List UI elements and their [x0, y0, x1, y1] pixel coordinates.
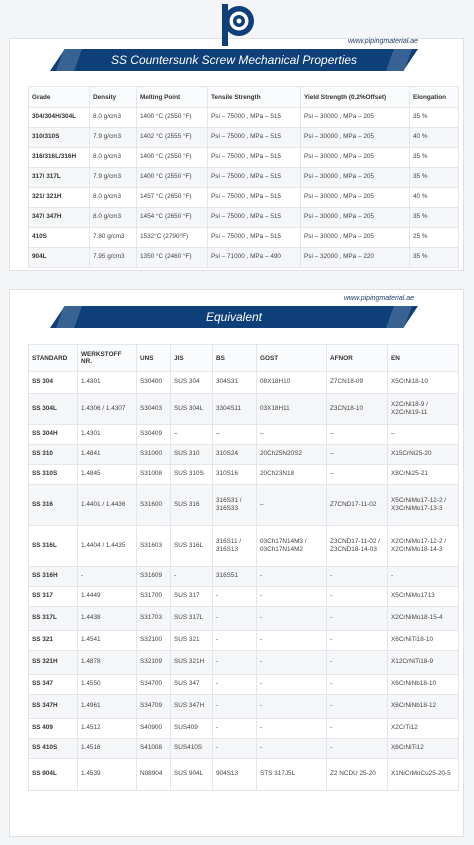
table-cell: SUS 347H [171, 695, 213, 719]
table-cell: - [327, 695, 388, 719]
mechanical-properties-table [28, 86, 459, 268]
table-cell: S31700 [137, 587, 171, 607]
table-cell: N08904 [137, 759, 171, 791]
table-cell: – [327, 425, 388, 445]
table-cell: 1457 °C (2650 °F) [137, 188, 208, 208]
table-cell: X15CrNi25-20 [388, 445, 459, 465]
table-cell: 1.4961 [78, 695, 137, 719]
table-cell: – [171, 425, 213, 445]
column-header: GOST [257, 345, 327, 372]
table-cell: 03Х18Н11 [257, 394, 327, 425]
table-row [29, 465, 459, 485]
table-cell: - [257, 631, 327, 651]
table-row [29, 675, 459, 695]
column-header: Grade [29, 87, 90, 108]
table-cell: S31703 [137, 607, 171, 631]
table-cell: - [213, 587, 257, 607]
table-row [29, 108, 459, 128]
table-row [29, 719, 459, 739]
table-cell: SUS410S [171, 739, 213, 759]
table-cell: 310S16 [213, 465, 257, 485]
table-cell: - [257, 607, 327, 631]
table-row [29, 445, 459, 465]
section1-title: SS Countersunk Screw Mechanical Properties [110, 53, 358, 67]
table-cell: SUS 904L [171, 759, 213, 791]
table-cell: X6CrNiNb18-12 [388, 695, 459, 719]
row-label-cell: 410S [29, 228, 90, 248]
table-cell: – [257, 485, 327, 526]
row-label-cell: 316/316L/316H [29, 148, 90, 168]
pm-logo-icon [219, 4, 255, 46]
table-cell: Psi – 75000 , MPa – 515 [208, 108, 301, 128]
site-url-top[interactable]: www.pipingmaterial.ae [348, 38, 419, 45]
table-cell: S40900 [137, 719, 171, 739]
table-cell: SUS409 [171, 719, 213, 739]
table-cell: 7.80 g/cm3 [90, 228, 137, 248]
table-cell: S30400 [137, 372, 171, 394]
table-cell: 1400 °C (2550 °F) [137, 108, 208, 128]
table-row [29, 526, 459, 567]
table-cell: - [213, 607, 257, 631]
column-header: AFNOR [327, 345, 388, 372]
table-cell: - [213, 739, 257, 759]
table-cell: 1.4841 [78, 445, 137, 465]
table-cell: 40 % [410, 128, 459, 148]
equivalent-table [28, 344, 459, 791]
table-cell: 1.4539 [78, 759, 137, 791]
table-row [29, 188, 459, 208]
table-cell: S32109 [137, 651, 171, 675]
table-cell: 25 % [410, 228, 459, 248]
column-header: EN [388, 345, 459, 372]
row-label-cell: 304/304H/304L [29, 108, 90, 128]
table-cell: 35 % [410, 248, 459, 268]
table-cell: 1.4512 [78, 719, 137, 739]
table-cell: S31008 [137, 465, 171, 485]
table-cell: 1.4845 [78, 465, 137, 485]
table-cell: - [78, 567, 137, 587]
row-label-cell: SS 304L [29, 394, 78, 425]
section2-title: Equivalent [205, 310, 263, 324]
table-cell: Psi – 75000 , MPa – 515 [208, 188, 301, 208]
table-cell: 1.4516 [78, 739, 137, 759]
table-cell: Z7CN18‐09 [327, 372, 388, 394]
table-cell: X6CrNiTi12 [388, 739, 459, 759]
table-cell: 35 % [410, 148, 459, 168]
column-header: STANDARD [29, 345, 78, 372]
table-cell: 316S11 / 316S13 [213, 526, 257, 567]
table-cell: - [257, 719, 327, 739]
table-cell: 03Ch17N14M3 / 03Ch17N14M2 [257, 526, 327, 567]
table-cell: SUS 316L [171, 526, 213, 567]
table-cell: 7.95 g/cm3 [90, 248, 137, 268]
row-label-cell: SS 310S [29, 465, 78, 485]
table-cell: Psi – 30000 , MPa – 205 [301, 228, 410, 248]
table-cell: 1400 °C (2550 °F) [137, 168, 208, 188]
table-cell: 904S13 [213, 759, 257, 791]
table-cell: - [257, 587, 327, 607]
table-cell: S30403 [137, 394, 171, 425]
table-cell: X2CrTi12 [388, 719, 459, 739]
table-cell: Psi – 32000 , MPa – 220 [301, 248, 410, 268]
table-cell: - [171, 567, 213, 587]
table-cell: 1.4301 [78, 372, 137, 394]
table-cell: X2CrNiMo18-15-4 [388, 607, 459, 631]
table-cell: X6CrNiTi18-10 [388, 631, 459, 651]
table-cell: 20Ch23N18 [257, 465, 327, 485]
table-cell: 40 % [410, 188, 459, 208]
table-cell: 304S31 [213, 372, 257, 394]
row-label-cell: SS 304H [29, 425, 78, 445]
table-cell: - [257, 675, 327, 695]
table-cell: - [388, 567, 459, 587]
table-row [29, 228, 459, 248]
table-cell: SUS 304 [171, 372, 213, 394]
table-row [29, 631, 459, 651]
row-label-cell: 347/ 347H [29, 208, 90, 228]
table-cell: Psi – 71000 , MPa – 490 [208, 248, 301, 268]
column-header: Melting Point [137, 87, 208, 108]
table-cell: X1NiCrMoCu25-20-5 [388, 759, 459, 791]
table-cell: - [213, 631, 257, 651]
table-cell: 8.0 g/cm3 [90, 188, 137, 208]
table-cell: Psi – 75000 , MPa – 515 [208, 148, 301, 168]
table-cell: - [327, 607, 388, 631]
table-cell: STS 317J5L [257, 759, 327, 791]
table-cell: 1.4404 / 1.4435 [78, 526, 137, 567]
row-label-cell: 317/ 317L [29, 168, 90, 188]
table-cell: X2CrNiMo17-12-2 / X2CrNiMo18-14-3 [388, 526, 459, 567]
table-cell: - [327, 719, 388, 739]
row-label-cell: SS 316 [29, 485, 78, 526]
table-cell: 20Ch25N20S2 [257, 445, 327, 465]
row-label-cell: SS 409 [29, 719, 78, 739]
row-label-cell: SS 410S [29, 739, 78, 759]
table-cell: 1350 °C (2460 °F) [137, 248, 208, 268]
section2-title-banner [50, 306, 418, 328]
row-label-cell: SS 347 [29, 675, 78, 695]
table-cell: - [327, 739, 388, 759]
table-cell: X5CrNiMo1713 [388, 587, 459, 607]
row-label-cell: SS 310 [29, 445, 78, 465]
table-cell: Psi – 75000 , MPa – 515 [208, 168, 301, 188]
row-label-cell: SS 321 [29, 631, 78, 651]
table-cell: – [327, 465, 388, 485]
table-row [29, 587, 459, 607]
table-cell: S34700 [137, 675, 171, 695]
table-cell: 310S24 [213, 445, 257, 465]
table-row [29, 695, 459, 719]
column-header: UNS [137, 345, 171, 372]
table-row [29, 567, 459, 587]
table-cell: SUS 317L [171, 607, 213, 631]
table-row [29, 759, 459, 791]
table-cell: Psi – 75000 , MPa – 515 [208, 208, 301, 228]
table-cell: - [213, 695, 257, 719]
table-cell: 1402 °C (2555 °F) [137, 128, 208, 148]
table-cell: Psi – 30000 , MPa – 205 [301, 148, 410, 168]
table-cell: 1532°C (2790°F) [137, 228, 208, 248]
table-cell: Z3CND17‐11‐02 / Z3CND18‐14‐03 [327, 526, 388, 567]
table-cell: - [257, 739, 327, 759]
section1-title-banner [50, 49, 418, 71]
table-cell: - [257, 651, 327, 675]
table-cell: - [257, 695, 327, 719]
table-row [29, 128, 459, 148]
table-header-row [29, 87, 459, 108]
row-label-cell: SS 316H [29, 567, 78, 587]
table-cell: 1.4878 [78, 651, 137, 675]
table-row [29, 394, 459, 425]
table-cell: 3304S11 [213, 394, 257, 425]
table-cell: 1.4306 / 1.4307 [78, 394, 137, 425]
table-cell: SUS 317 [171, 587, 213, 607]
table-cell: 35 % [410, 168, 459, 188]
table-cell: - [327, 651, 388, 675]
table-row [29, 168, 459, 188]
table-row [29, 248, 459, 268]
table-cell: Psi – 30000 , MPa – 205 [301, 108, 410, 128]
table-cell: S30409 [137, 425, 171, 445]
table-cell: S41008 [137, 739, 171, 759]
table-cell: 1.4541 [78, 631, 137, 651]
table-cell: - [213, 675, 257, 695]
row-label-cell: 310/310S [29, 128, 90, 148]
row-label-cell: 904L [29, 248, 90, 268]
column-header: Elongation [410, 87, 459, 108]
table-row [29, 739, 459, 759]
row-label-cell: SS 304 [29, 372, 78, 394]
row-label-cell: 321/ 321H [29, 188, 90, 208]
table-cell: SUS 310S [171, 465, 213, 485]
table-row [29, 208, 459, 228]
table-cell: SUS 310 [171, 445, 213, 465]
column-header: BS [213, 345, 257, 372]
table-cell: Psi – 75000 , MPa – 515 [208, 228, 301, 248]
table-cell: S34709 [137, 695, 171, 719]
row-label-cell: SS 316L [29, 526, 78, 567]
table-cell: Psi – 75000 , MPa – 515 [208, 128, 301, 148]
table-cell: - [213, 719, 257, 739]
table-cell: S31609 [137, 567, 171, 587]
table-row [29, 607, 459, 631]
table-row [29, 425, 459, 445]
table-cell: Z3CN18‐10 [327, 394, 388, 425]
row-label-cell: SS 317 [29, 587, 78, 607]
table-cell: 316S31 / 316S33 [213, 485, 257, 526]
site-url-bottom[interactable]: www.pipingmaterial.ae [344, 295, 415, 302]
table-cell: 8.0 g/cm3 [90, 108, 137, 128]
table-cell: S31000 [137, 445, 171, 465]
row-label-cell: SS 347H [29, 695, 78, 719]
column-header: Density [90, 87, 137, 108]
table-cell: - [327, 675, 388, 695]
table-cell: X12CrNiTi18-9 [388, 651, 459, 675]
table-cell: X5CrNiMo17-12-2 / X3CrNiMo17-13-3 [388, 485, 459, 526]
table-cell: X6CrNiNb18-10 [388, 675, 459, 695]
table-cell: 1.4301 [78, 425, 137, 445]
table-cell: SUS 321 [171, 631, 213, 651]
table-cell: – [213, 425, 257, 445]
table-cell: Psi – 30000 , MPa – 205 [301, 168, 410, 188]
table-cell: - [327, 587, 388, 607]
column-header: Yield Strength (0.2%Offset) [301, 87, 410, 108]
table-cell: SUS 347 [171, 675, 213, 695]
table-cell: 1.4438 [78, 607, 137, 631]
table-cell: 316S51 [213, 567, 257, 587]
table-cell: Z7CND17‐11‐02 [327, 485, 388, 526]
table-cell: S31603 [137, 526, 171, 567]
table-row [29, 148, 459, 168]
table-cell: Psi – 30000 , MPa – 205 [301, 188, 410, 208]
table-row [29, 651, 459, 675]
table-row [29, 485, 459, 526]
table-cell: – [388, 425, 459, 445]
table-cell: 8.0 g/cm3 [90, 208, 137, 228]
table-cell: X8CrNi25-21 [388, 465, 459, 485]
table-cell: - [327, 631, 388, 651]
table-cell: X2CrNi18-9 / X2CrNi19-11 [388, 394, 459, 425]
table-cell: 1454 °C (2650 °F) [137, 208, 208, 228]
table-cell: – [257, 425, 327, 445]
column-header: JIS [171, 345, 213, 372]
table-cell: S32100 [137, 631, 171, 651]
table-cell: Psi – 30000 , MPa – 205 [301, 208, 410, 228]
table-cell: - [327, 567, 388, 587]
table-cell: 08Х18Н10 [257, 372, 327, 394]
table-cell: Z2 NCDU 25-20 [327, 759, 388, 791]
row-label-cell: SS 321H [29, 651, 78, 675]
row-label-cell: SS 904L [29, 759, 78, 791]
table-cell: 35 % [410, 108, 459, 128]
table-cell: 1.4449 [78, 587, 137, 607]
column-header: WERKSTOFF NR. [78, 345, 137, 372]
row-label-cell: SS 317L [29, 607, 78, 631]
table-header-row [29, 345, 459, 372]
table-cell: - [213, 651, 257, 675]
table-row [29, 372, 459, 394]
column-header: Tensile Strength [208, 87, 301, 108]
table-cell: S31600 [137, 485, 171, 526]
table-cell: SUS 304L [171, 394, 213, 425]
table-cell: 1400 °C (2550 °F) [137, 148, 208, 168]
table-cell: Psi – 30000 , MPa – 205 [301, 128, 410, 148]
table-cell: 7.9 g/cm3 [90, 168, 137, 188]
table-cell: 35 % [410, 208, 459, 228]
table-cell: 1.4401 / 1.4436 [78, 485, 137, 526]
table-cell: 7.9 g/cm3 [90, 128, 137, 148]
table-cell: 8.0 g/cm3 [90, 148, 137, 168]
table-cell: 1.4550 [78, 675, 137, 695]
table-cell: - [257, 567, 327, 587]
table-cell: SUS 321H [171, 651, 213, 675]
table-cell: X5CrNi18-10 [388, 372, 459, 394]
table-cell: – [327, 445, 388, 465]
table-cell: SUS 316 [171, 485, 213, 526]
